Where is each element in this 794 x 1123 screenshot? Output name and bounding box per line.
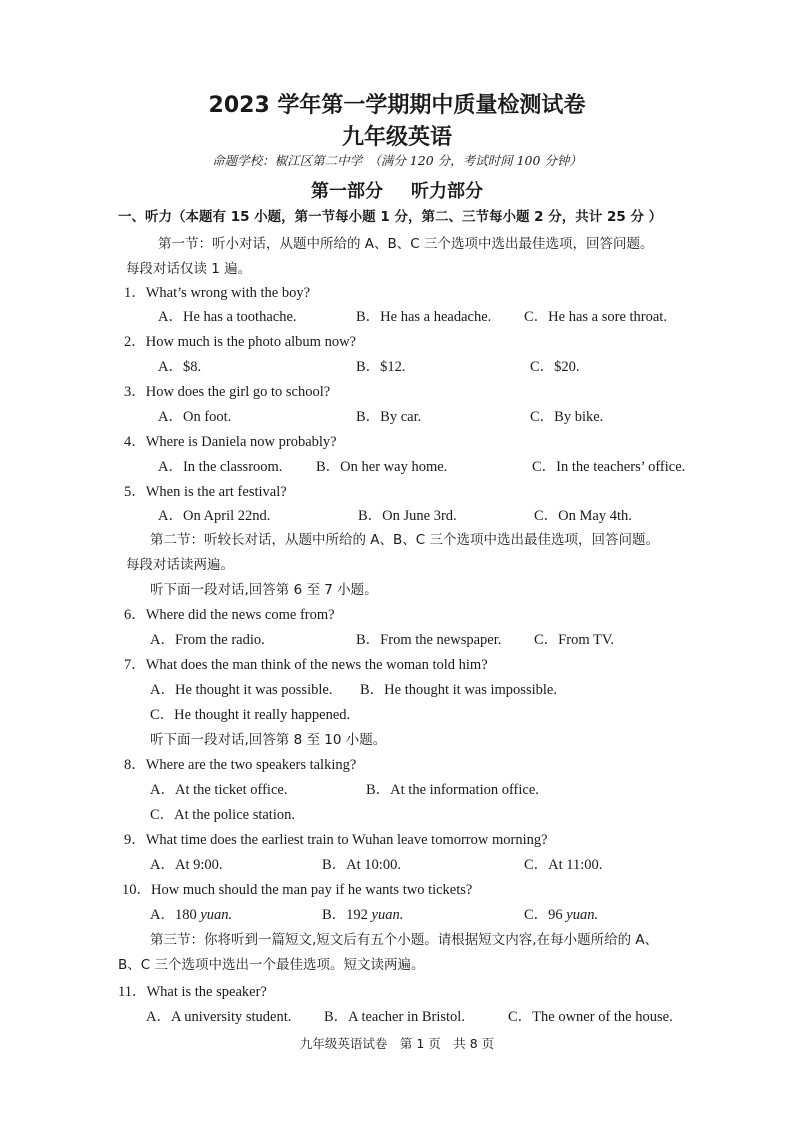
q10-option-a — [150, 903, 232, 924]
part2-instruction: 第二节：听较长对话，从题中所给的 A、B、C 三个选项中选出最佳选项，回答问题。 — [150, 532, 660, 548]
q3-option-a: A．On foot. — [158, 409, 232, 425]
question-9: 9．What time does the earliest train to Wuhan leave tomorrow morning? — [124, 832, 548, 848]
q10-option-c — [524, 903, 598, 924]
q1-option-b: B．He has a headache. — [356, 309, 492, 325]
q6-option-b: B．From the newspaper. — [356, 632, 502, 648]
dialog-instruction-8-10: 听下面一段对话,回答第 8 至 10 小题。 — [150, 732, 387, 748]
part1-instruction-cont: 每段对话仅读 1 遍。 — [126, 261, 252, 277]
page-footer: 九年级英语试卷 第 1 页 共 8 页 — [299, 1036, 495, 1051]
question-3: 3．How does the girl go to school? — [124, 384, 331, 400]
part-heading — [0, 177, 794, 203]
dialog-instruction-6-7: 听下面一段对话,回答第 6 至 7 小题。 — [150, 582, 378, 598]
q4-option-b: B．On her way home. — [316, 459, 448, 475]
q7-option-a: A．He thought it was possible. — [150, 682, 333, 698]
q10-option-c-amount: C．96 — [524, 907, 563, 923]
exam-subject: 九年级英语 — [341, 125, 452, 150]
question-11: 11．What is the speaker? — [118, 984, 267, 1000]
q2-option-b: B．$12. — [356, 359, 406, 375]
q8-option-b: B．At the information office. — [366, 782, 539, 798]
q10-option-c-unit: yuan. — [566, 907, 599, 923]
q10-option-b-unit: yuan. — [371, 907, 404, 923]
q2-option-c: C．$20. — [530, 359, 580, 375]
q5-option-c: C．On May 4th. — [534, 508, 632, 524]
q10-option-a-amount: A．180 — [150, 907, 197, 923]
question-8: 8．Where are the two speakers talking? — [124, 757, 357, 773]
q1-option-c: C．He has a sore throat. — [524, 309, 667, 325]
q11-option-b: B．A teacher in Bristol. — [324, 1009, 465, 1025]
part-name: 听力部分 — [411, 181, 483, 202]
q8-option-a: A．At the ticket office. — [150, 782, 288, 798]
part1-instruction: 第一节：听小对话，从题中所给的 A、B、C 三个选项中选出最佳选项，回答问题。 — [158, 236, 654, 252]
q6-option-c: C．From TV. — [534, 632, 615, 648]
question-1: 1．What’s wrong with the boy? — [124, 285, 311, 301]
exam-meta: 命题学校：椒江区第二中学 （满分 120 分，考试时间 100 分钟） — [212, 153, 582, 168]
q1-option-a: A．He has a toothache. — [158, 309, 297, 325]
q2-option-a: A．$8. — [158, 359, 202, 375]
q5-option-a: A．On April 22nd. — [158, 508, 271, 524]
section-heading: 一、听力（本题有 15 小题，第一节每小题 1 分，第二、三节每小题 2 分，共计 25 分 ） — [118, 209, 663, 225]
question-10: 10．How much should the man pay if he wants two tickets? — [122, 882, 473, 898]
q4-option-a: A．In the classroom. — [158, 459, 283, 475]
q7-option-b: B．He thought it was impossible. — [360, 682, 557, 698]
q11-option-a: A．A university student. — [146, 1009, 292, 1025]
q4-option-c: C．In the teachers’ office. — [532, 459, 686, 475]
q9-option-b: B．At 10:00. — [322, 857, 401, 873]
part2-instruction-cont: 每段对话读两遍。 — [126, 557, 234, 573]
question-6: 6．Where did the news come from? — [124, 607, 335, 623]
q5-option-b: B．On June 3rd. — [358, 508, 457, 524]
q11-option-c: C．The owner of the house. — [508, 1009, 673, 1025]
q3-option-b: B．By car. — [356, 409, 422, 425]
question-5: 5．When is the art festival? — [124, 484, 287, 500]
q3-option-c: C．By bike. — [530, 409, 604, 425]
question-2: 2．How much is the photo album now? — [124, 334, 356, 350]
q10-option-b — [322, 903, 403, 924]
q9-option-a: A．At 9:00. — [150, 857, 223, 873]
exam-title: 2023 学年第一学期期中质量检测试卷 — [208, 93, 586, 118]
part-number: 第一部分 — [311, 181, 383, 202]
question-7: 7．What does the man think of the news the woman told him? — [124, 657, 488, 673]
q7-option-c: C．He thought it really happened. — [150, 707, 351, 723]
q10-option-b-amount: B．192 — [322, 907, 368, 923]
q8-option-c: C．At the police station. — [150, 807, 295, 823]
q6-option-a: A．From the radio. — [150, 632, 265, 648]
part3-instruction: 第三节：你将听到一篇短文,短文后有五个小题。请根据短文内容,在每小题所给的 A、 — [150, 932, 659, 948]
question-4: 4．Where is Daniela now probably? — [124, 434, 337, 450]
part3-instruction-cont: B、C 三个选项中选出一个最佳选项。短文读两遍。 — [118, 957, 425, 973]
q9-option-c: C．At 11:00. — [524, 857, 603, 873]
q10-option-a-unit: yuan. — [200, 907, 233, 923]
